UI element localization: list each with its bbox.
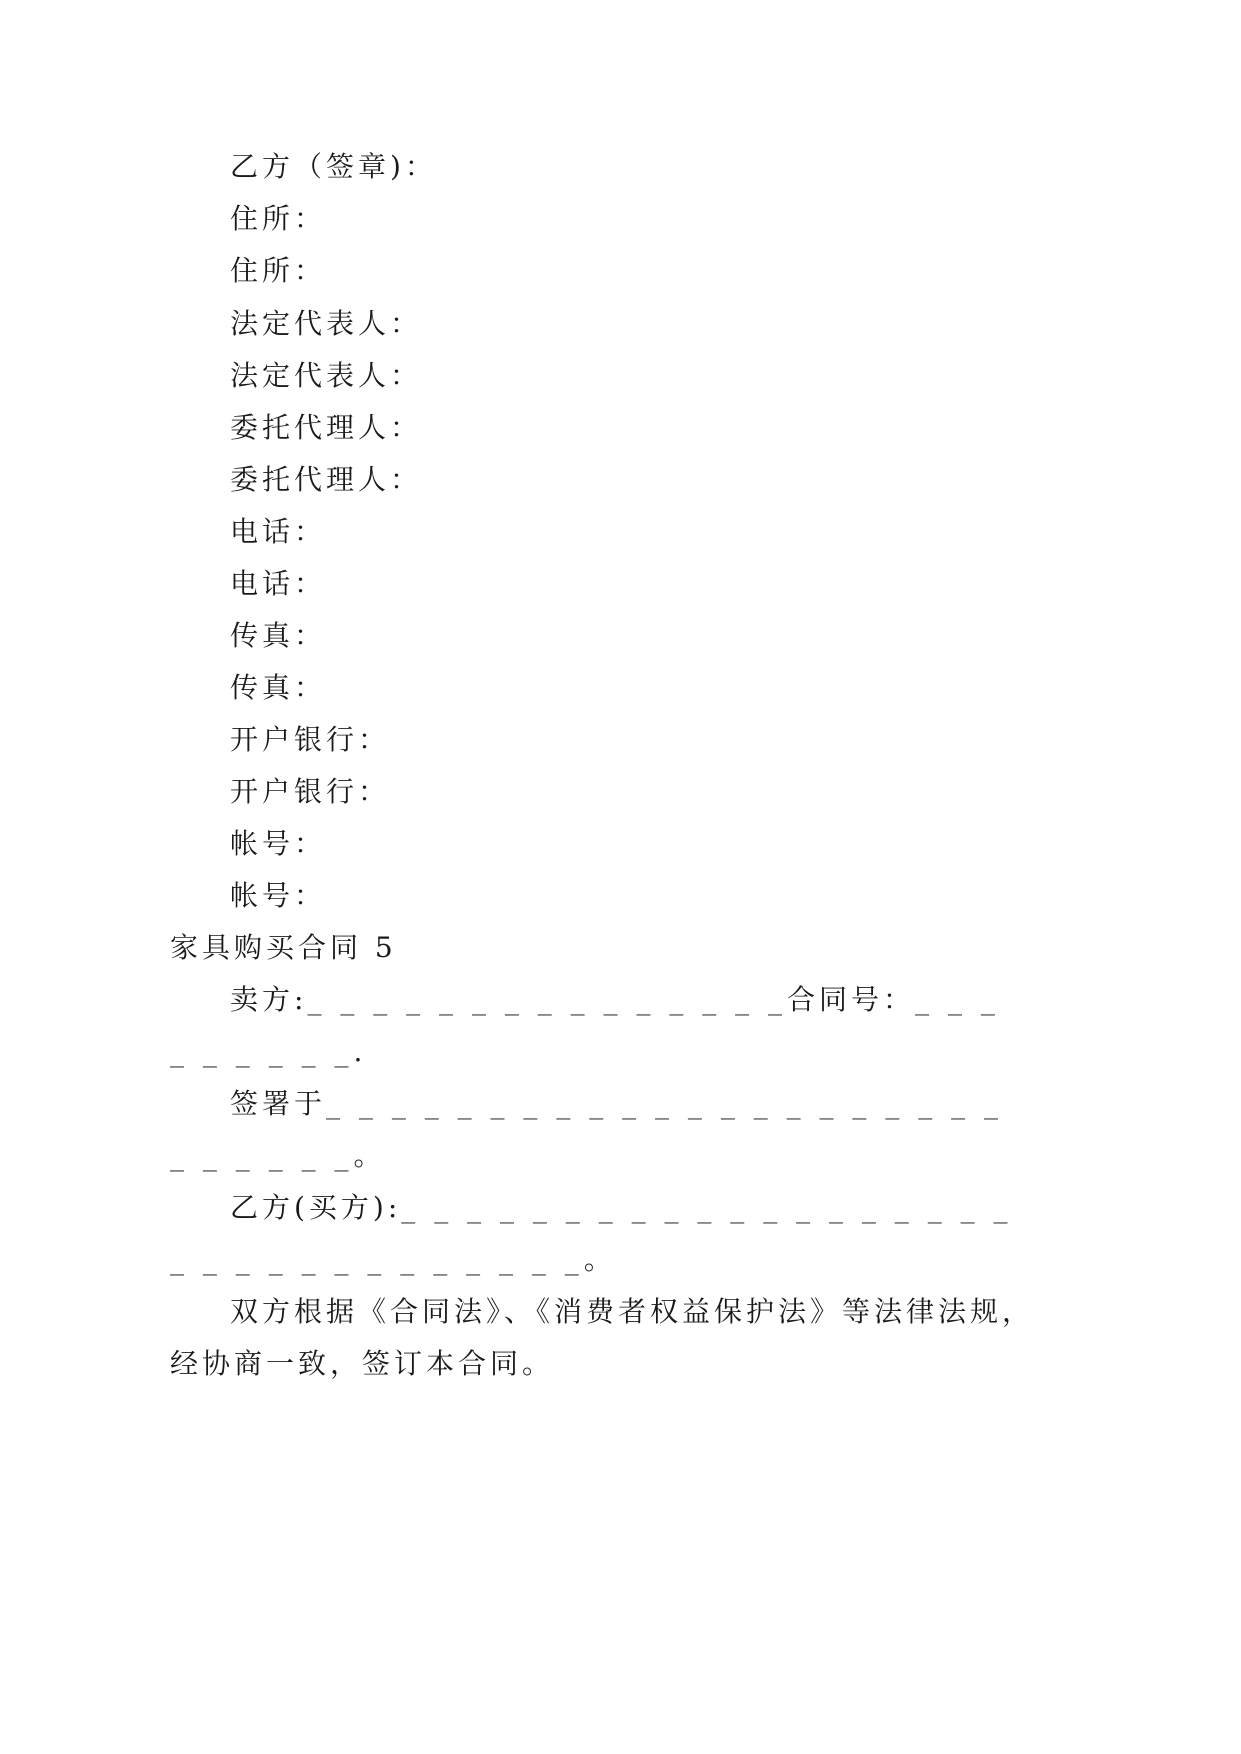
contract-no-blank-2: _ _ _ _ _ _ (170, 1035, 354, 1068)
signed-at-line (230, 1087, 1004, 1120)
preamble-line-1: 双方根据《合同法》、《消费者权益保护法》等法律法规， (230, 1295, 1035, 1328)
buyer-blank-2: _ _ _ _ _ _ _ _ _ _ _ _ _ (170, 1243, 584, 1276)
address-line-2: 住所： (230, 254, 327, 287)
account-line-2: 帐号： (230, 879, 327, 912)
agent-line-2: 委托代理人： (230, 463, 423, 496)
account-line-1: 帐号： (230, 827, 327, 860)
contract-no-blank-1: _ _ _ (915, 983, 1000, 1016)
contract-no-label: 合同号： (787, 983, 916, 1016)
legal-rep-line-1: 法定代表人： (230, 307, 423, 340)
preamble-line-2: 经协商一致，签订本合同。 (170, 1347, 555, 1380)
signed-at-blank-2: _ _ _ _ _ _ (170, 1139, 354, 1172)
bank-line-1: 开户银行： (230, 723, 391, 756)
buyer-label: 乙方(买方): (230, 1191, 402, 1224)
phone-line-2: 电话： (230, 567, 327, 600)
buyer-line (230, 1191, 1013, 1224)
address-line-1: 住所： (230, 202, 327, 235)
bank-line-2: 开户银行： (230, 775, 391, 808)
seller-blank: _ _ _ _ _ _ _ _ _ _ _ _ _ _ _ (307, 983, 788, 1016)
contract-no-continuation (170, 1035, 367, 1068)
signed-at-label: 签署于 (230, 1087, 327, 1120)
party-b-seal-line: 乙方（签章)： (230, 150, 437, 183)
signed-at-blank-1: _ _ _ _ _ _ _ _ _ _ _ _ _ _ _ _ _ _ _ _ _ (326, 1087, 1004, 1120)
phone-line-1: 电话： (230, 515, 327, 548)
fax-line-1: 传真： (230, 619, 327, 652)
legal-rep-line-2: 法定代表人： (230, 359, 423, 392)
agent-line-1: 委托代理人： (230, 411, 423, 444)
buyer-blank-1: _ _ _ _ _ _ _ _ _ _ _ _ _ _ _ _ _ _ _ (401, 1191, 1013, 1224)
fax-line-2: 传真： (230, 671, 327, 704)
contract-no-end: . (353, 1035, 367, 1068)
buyer-end: 。 (583, 1243, 616, 1276)
signed-at-end: 。 (353, 1139, 386, 1172)
buyer-continuation (170, 1243, 616, 1276)
signed-at-continuation (170, 1139, 386, 1172)
seller-label: 卖方: (230, 983, 308, 1016)
contract-title: 家具购买合同 5 (170, 931, 397, 964)
seller-line (230, 983, 1000, 1016)
